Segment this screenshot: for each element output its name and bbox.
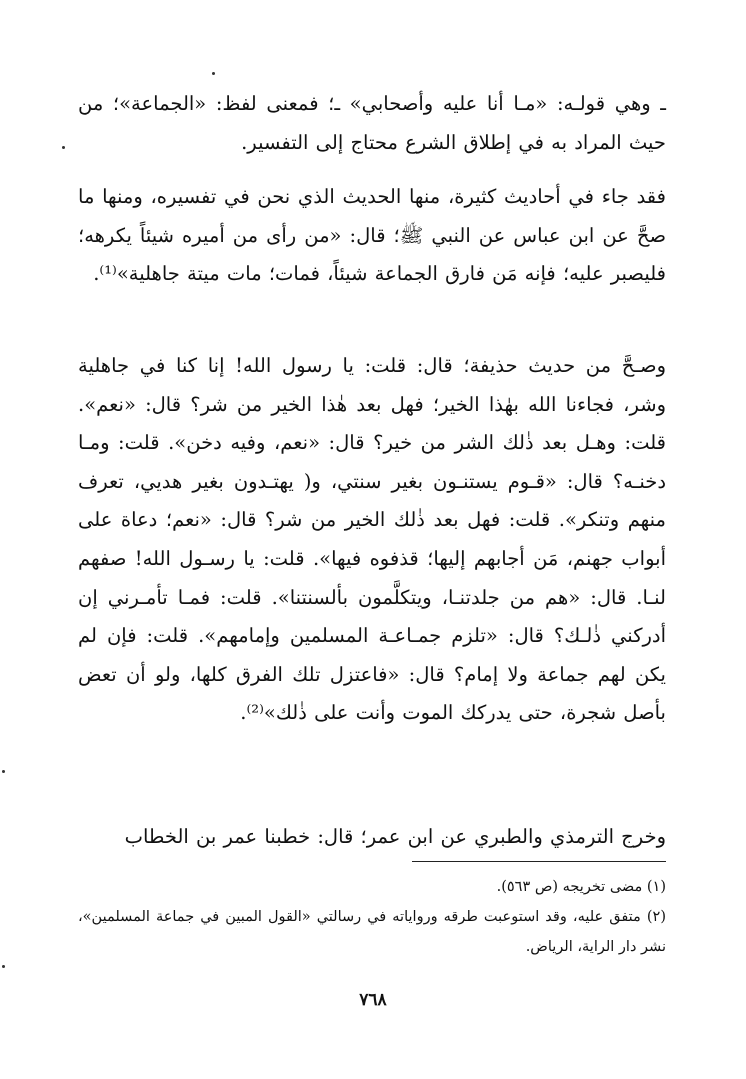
paragraph-3: وصـحَّ من حديث حذيفة؛ قال: قلت: يا رسول الله! إنا كنا في جاهلية وشر، فجاءنا الله بهٰذا الخير؛ فهل بعد هٰذا الخير من شر؟ قال: «نعم». قلت: وهـل بعد ذٰلك الشر من خير؟ قال: «نعم، وفيه دخن». قلت: ومـا دخنـه؟ قال: «قـوم يستنـون بغير سنتي، و( يهتـدون بغير هديي، تعرف منهم وتنكر». قلت: فهل بعد ذٰلك الخير من شر؟ قال: «نعم؛ دعاة على أبواب جهنم، مَن أجابهم إليها؛ قذفوه فيها». قلت: يا رسـول الله! صفهم لنـا. قال: «هم من جلدتنـا، ويتكلَّمون بألسنتنا». قلت: فمـا تأمـرني إن أدركني ذٰلـك؟ قال: «تلزم جمـاعـة المسلمين وإمامهم». قلت: فإن لم يكن لهم جماعة ولا إمام؟ قال: «فاعتزل تلك الفرق كلها، ولو أن تعض بأصل شجرة، حتى يدركك الموت وأنت على ذٰلك»⁽²⁾. [78, 354, 666, 725]
footnotes [78, 872, 666, 962]
footnote-1: (١) مضى تخريجه (ص ٥٦٣). [496, 879, 666, 895]
page-number: ٧٦٨ [359, 990, 387, 1010]
scan-speck [212, 72, 215, 75]
paragraph-1: ـ وهي قولـه: «مـا أنا عليه وأصحابي» ـ؛ فمعنى لفظ: «الجماعة»؛ من حيث المراد به في إطلاق الشرع محتاج إلى التفسير. [78, 92, 666, 154]
scan-speck [62, 146, 65, 149]
paragraph-2: فقد جاء في أحاديث كثيرة، منها الحديث الذي نحن في تفسيره، ومنها ما صحَّ عن ابن عباس عن النبي ﷺ؛ قال: «من رأى من أميره شيئاً يكرهه؛ فليصبر عليه؛ فإنه مَن فارق الجماعة شيئاً، فمات؛ مات ميتة جاهلية»⁽¹⁾. [78, 185, 666, 286]
scan-speck [2, 770, 5, 773]
footnote-2: (٢) متفق عليه، وقد استوعبت طرقه ورواياته في رسالتي «القول المبين في جماعة المسلمين»، نشر دار الراية، الرياض. [78, 909, 666, 955]
footnote-divider [412, 861, 666, 862]
scan-speck [2, 965, 5, 968]
paragraph-4: وخرج الترمذي والطبري عن ابن عمر؛ قال: خطبنا عمر بن الخطاب [124, 825, 666, 848]
